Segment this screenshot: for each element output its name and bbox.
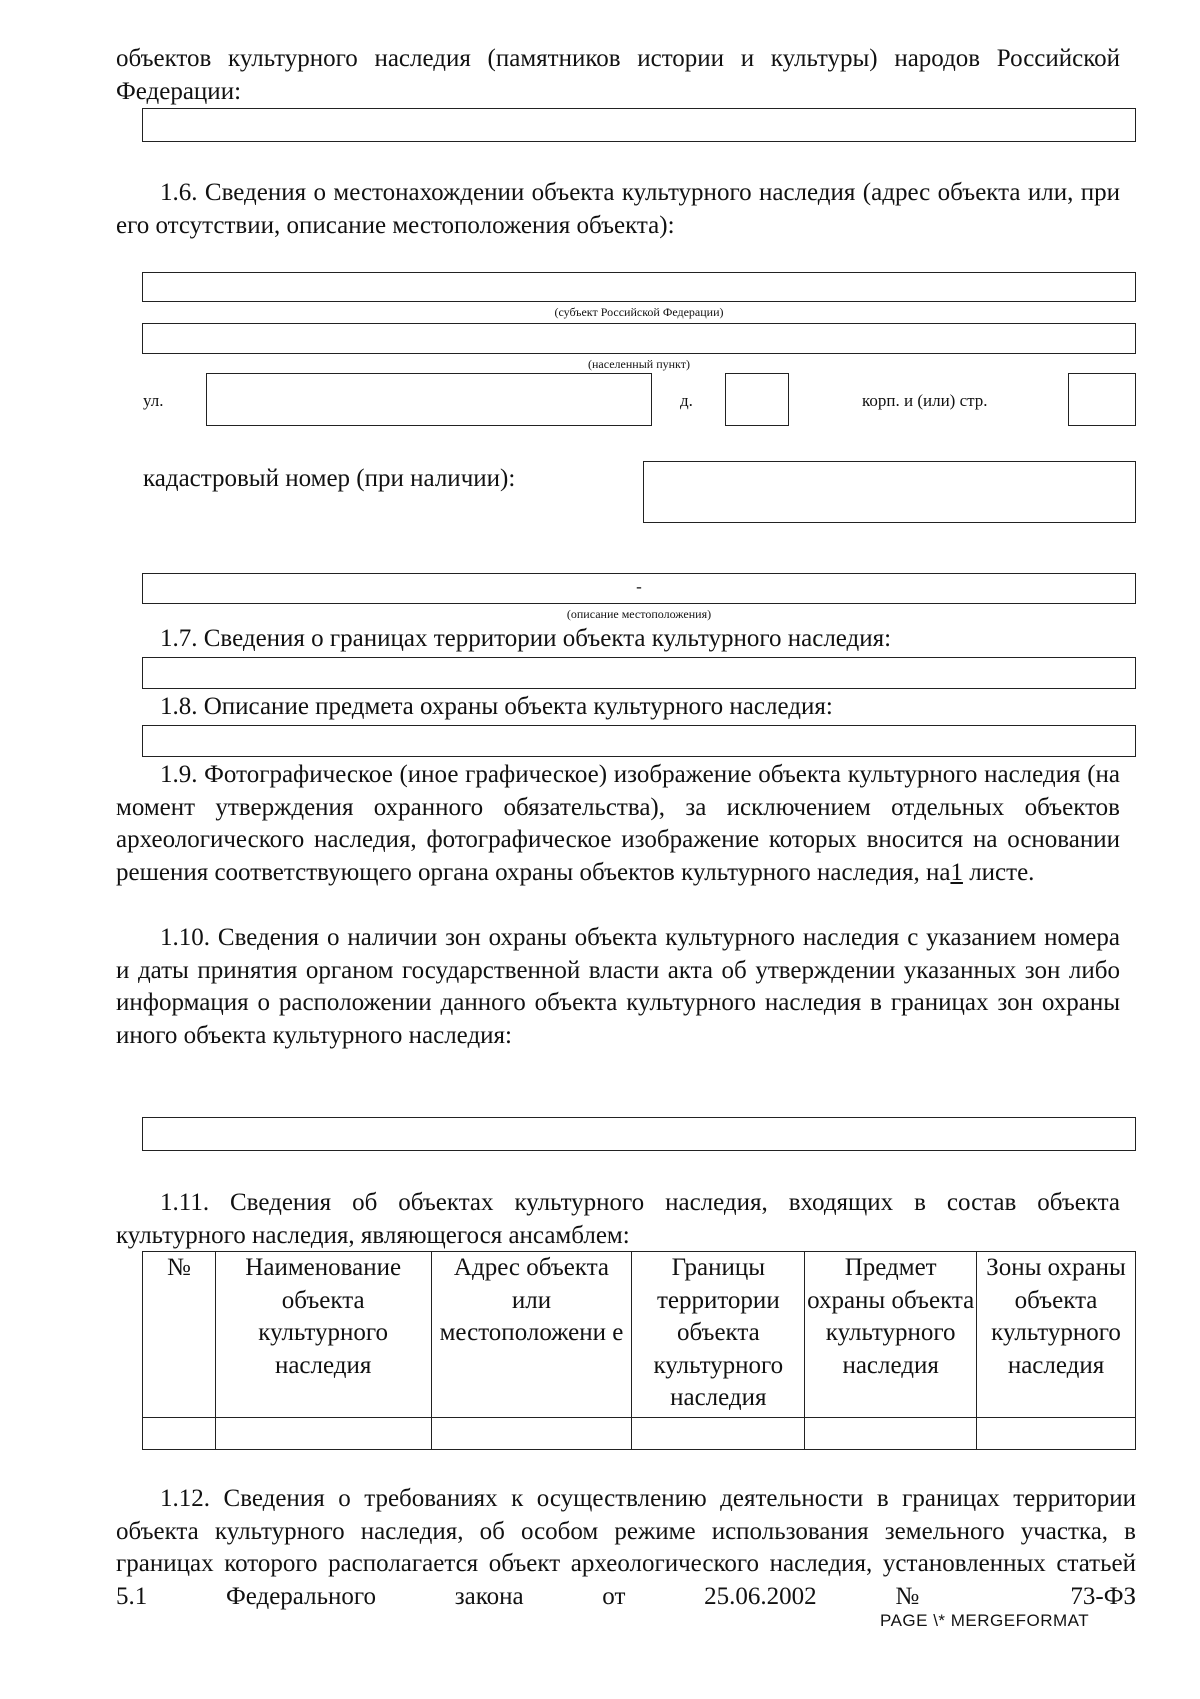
section-1-7-text: 1.7. Сведения о границах территории объекта культурного наследия: <box>160 625 892 652</box>
page-field-code: PAGE \* MERGEFORMAT <box>880 1611 1090 1630</box>
section-1-8-text: 1.8. Описание предмета охраны объекта культурного наследия: <box>160 693 833 720</box>
column-header: № <box>143 1252 216 1418</box>
locality-field[interactable] <box>142 323 1136 354</box>
building-label: корп. и (или) стр. <box>862 391 988 410</box>
sheet-count: 1 <box>950 858 963 886</box>
street-label: ул. <box>143 391 164 410</box>
intro-paragraph: объектов культурного наследия (памятников истории и культуры) народов Российской Федерации: <box>116 45 1120 105</box>
location-description-value: - <box>636 577 642 596</box>
table-cell[interactable] <box>215 1418 431 1450</box>
section-1-12-text: 1.12. Сведения о требованиях к осуществлению деятельности в границах территории объекта культурного наследия, об особом режиме использования земельного участка, в границах которого располагается объект археологического наследия, установленных статьей 5.1 Федерального закона от 25.06.2002 № 73-ФЗ <box>116 1485 1136 1610</box>
street-field[interactable] <box>206 373 652 426</box>
table-cell[interactable] <box>632 1418 805 1450</box>
ensemble-objects-table <box>142 1251 1136 1450</box>
table-cell[interactable] <box>977 1418 1136 1450</box>
cadastral-field[interactable] <box>643 461 1136 523</box>
building-field[interactable] <box>1068 373 1136 426</box>
table-cell[interactable] <box>143 1418 216 1450</box>
column-header: Зоны охраны объекта культурного наследия <box>977 1252 1136 1418</box>
section-1-6-text: 1.6. Сведения о местонахождении объекта культурного наследия (адрес объекта или, при его отсутствии, описание местоположения объекта): <box>116 179 1120 239</box>
protection-zones-field[interactable] <box>142 1117 1136 1151</box>
column-header: Адрес объекта или местоположени е <box>431 1252 632 1418</box>
table-cell[interactable] <box>431 1418 632 1450</box>
section-1-10-text: 1.10. Сведения о наличии зон охраны объекта культурного наследия с указанием номера и даты принятия органом государственной власти акта об утверждении указанных зон либо информация о расположении данного объекта культурного наследия в границах зон охраны иного объекта культурного наследия: <box>116 924 1120 1049</box>
column-header: Предмет охраны объекта культурного наследия <box>805 1252 977 1418</box>
protection-subject-field[interactable] <box>142 725 1136 757</box>
subject-caption: (субъект Российской Федерации) <box>554 305 724 319</box>
column-header: Границы территории объекта культурного наследия <box>632 1252 805 1418</box>
section-1-9-text <box>116 759 1120 889</box>
registry-number-field[interactable] <box>142 108 1136 142</box>
table-cell[interactable] <box>805 1418 977 1450</box>
location-description-caption: (описание местоположения) <box>566 607 712 621</box>
location-description-field[interactable] <box>142 573 1136 604</box>
house-field[interactable] <box>725 373 789 426</box>
column-header: Наименование объекта культурного наследия <box>215 1252 431 1418</box>
subject-field[interactable] <box>142 272 1136 302</box>
house-label: д. <box>680 391 693 410</box>
table-row <box>143 1418 1136 1450</box>
section-1-11-text: 1.11. Сведения об объектах культурного наследия, входящих в состав объекта культурного наследия, являющегося ансамблем: <box>116 1189 1120 1249</box>
section-1-9-body: 1.9. Фотографическое (иное графическое) изображение объекта культурного наследия (на момент утверждения охранного обязательства), за исключением отдельных объектов археологического наследия, фотографическое изображение которых вносится на основании решения соответствующего органа охраны объектов культурного наследия, на <box>116 761 1120 886</box>
locality-caption: (населенный пункт) <box>588 357 690 371</box>
section-1-9-tail: листе. <box>962 858 1035 886</box>
cadastral-label: кадастровый номер (при наличии): <box>143 465 516 492</box>
boundaries-field[interactable] <box>142 657 1136 689</box>
table-header-row <box>143 1252 1136 1418</box>
